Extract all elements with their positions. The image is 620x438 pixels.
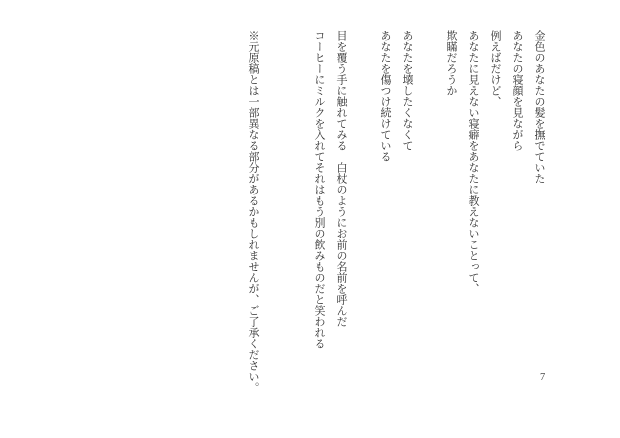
poem-line: あなたを傷つけ続けている — [379, 30, 391, 162]
vertical-poem-text — [242, 30, 550, 430]
poem-line: 欺瞞だろうか — [445, 30, 457, 96]
poem-line: 例えばだけど、 — [489, 30, 501, 107]
disclaimer-note — [242, 30, 264, 430]
poem-stanza-1 — [440, 30, 550, 430]
poem-stanza-2 — [374, 30, 418, 430]
poem-line: あなたに見えない寝癖をあなたに教えないことって、 — [467, 30, 479, 294]
poem-line: あなたの寝顔を見ながら — [511, 30, 523, 151]
page-number: 7 — [540, 372, 546, 383]
poem-line: 目を覆う手に触れてみる 白杖のようにお前の名前を呼んだ — [335, 30, 347, 327]
poem-line: コーヒーにミルクを入れてそれはもう別の飲みものだと笑われる — [313, 30, 325, 349]
poem-line: 金色のあなたの髪を撫でていた — [533, 30, 545, 184]
disclaimer-note-line: ※元原稿とは一部異なる部分があるかもしれませんが、ご了承ください。 — [247, 30, 259, 393]
poem-line: あなたを壊したくなくて — [401, 30, 413, 151]
poem-stanza-3 — [308, 30, 352, 430]
